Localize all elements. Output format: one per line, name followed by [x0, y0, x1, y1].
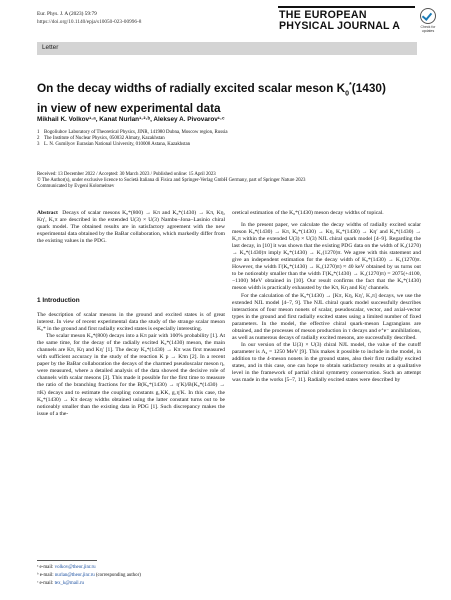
abstract-label: Abstract — [37, 210, 58, 216]
article-type-bar — [37, 42, 417, 55]
paragraph: In our version of the U(3) × U(3) chiral NJL model, the value of the cutoff parameter is Λ₄ = 1250 MeV [9]. This makes it possible to include in the model, in addition to the 4-meson nonets in the ground states, also their first radially excited states, and in this case, one can hope to obtain satisfactory results at a qualitative level in the framework of partial chiral symmetry conservation. Such an attempt was made in the works [5–7, 11]. Radially excited states were described by — [232, 341, 421, 384]
check-icon — [420, 8, 436, 24]
doi-link[interactable]: https://doi.org/10.1140/epja/s10050-023-00996-8 — [37, 19, 142, 25]
affiliation: 2 The Institute of Nuclear Physics, 050032 Almaty, Kazakhstan — [37, 136, 165, 141]
journal-citation: Eur. Phys. J. A (2023) 59:79 — [37, 11, 97, 17]
journal-name-line2: PHYSICAL JOURNAL A — [279, 20, 401, 32]
badge-label: Check for updates — [420, 25, 436, 33]
check-for-updates-badge[interactable] — [418, 8, 438, 34]
paragraph: The description of scalar mesons in the ground and excited states is of great interest. In view of recent experimental data the study of the strange scalar meson K₀* in the ground and first radially excited states is especially interesting. — [37, 312, 225, 333]
email-link[interactable]: nurlan@theor.jinr.ru — [54, 573, 95, 578]
paragraph: The scalar meson K₀*(800) decays into a Kπ pair with 100% probability [1]. At the same time, for the decay of the radially excited K₀*(1430) meson, the main channels are Kπ, Kη and Kη′ [1]. The decay K₀*(1430) → Kπ was first measured with sufficient accuracy in the study of the reaction K p → Kπn [2]. In a recent paper by the BaBar collaboration the decays of the charmed pseudoscalar meson η꜀ were measured, where a detailed analysis of the data showed the decisive role of channels with scalar mesons [3]. This made it possible for the first time to measure the ratio of the branching fractions for the B(K₀*(1430) → η′K)/B(K₀*(1430) → πK) decays and to estimate the coupling constants g꜀KK, g꜀η′K. In this case, the K₀*(1430) → Kπ decay widths obtained using the latter constant turns out to be noticeably smaller than the existing data in PDG [1]. Such discrepancy makes the issue of a the- — [37, 333, 225, 417]
article-title: On the decay widths of radially excited scalar meson $K_0^*(1430)$ in view of new experimental data — [37, 80, 386, 116]
paragraph: oretical estimation of the K₀*(1430) meson decay widths of topical. — [232, 210, 384, 216]
section-title: 1 Introduction — [37, 297, 80, 304]
article-type: Letter — [42, 44, 59, 51]
affiliation: 3 L. N. Gumilyov Eurasian National University, 010008 Astana, Kazakhstan — [37, 142, 191, 147]
author-list: Mikhail K. Volkov¹·ᵃ, Kanat Nurlan¹·²·ᵇ, Aleksey A. Pivovarov¹·ᶜ — [37, 116, 225, 123]
affiliation: 1 Bogoliubov Laboratory of Theoretical Physics, JINR, 141980 Dubna, Moscow region, Russia — [37, 130, 228, 135]
footnote: ᵇ e-mail: nurlan@theor.jinr.ru (corresponding author) — [37, 573, 141, 578]
paragraph: For the calculation of the K₀*(1430) → [Kπ, Kη, Kη′, K₁π] decays, we use the extended NJL model [4–7, 9]. The NJL chiral quark model successfully describes interactions of four meson nonets of scalar, pseudoscalar, vector, and axial-vector types in the ground and first radially excited states using a limited number of fixed parameters. In the model, the effective chiral quark-meson Lagrangians are obtained, and the processes of meson production in τ decays and e⁺e⁻ annihilations, as well as numerous decays of radially excited mesons, are successfully described. — [232, 292, 421, 341]
paragraph: In the present paper, we calculate the decay widths of radially excited scalar meson K₀*(1430) → Kπ, K₀*(1430) → Kη, K₀*(1430) → Kη′ and K₀*(1430) → K₁π within the extended U(3) × U(3) NJL chiral quark model [4–9]. Regarding the last decay, in [10] it was shown that the existing PDG data on the width of K₁(1270) → K₀*(1430)π imply K₀*(1430) → K₁(1270)π. We agree with this statement and give an independent estimation for the decay width of K₀*(1430) → K₁(1270)π. However, the width Γ(K₀*(1430) → K₁(1270)π) ≈ 40 keV obtained by us turns out to be noticeably smaller than the width Γ(K₀*(1430) → K₁(1270)π) = 2075(+4100, −1100) MeV obtained in [10]. Our result confirms the fact that the K₀*(1430) meson width is practically exhausted by the Kπ, Kη and Kη′ channels. — [232, 222, 421, 292]
intro-text — [37, 312, 225, 418]
email-link[interactable]: volkov@theor.jinr.ru — [54, 565, 96, 570]
abstract-text: Decays of scalar mesons K₀*(800) → Kπ and K₀*(1430) → Kπ, Kη, Kη′, K₁π are described in the extended U(3) × U(3) Nambu–Jona–Lasinio chiral quark model. The obtained results are in satisfactory agreement with the new experimental data obtained by the BaBar collaboration, which markedly differ from the existing values in the PDG. — [37, 210, 226, 245]
abstract — [37, 210, 225, 245]
footnote-divider — [37, 560, 97, 561]
publication-dates: Received: 13 December 2022 / Accepted: 30 March 2023 / Published online: 15 April 2023 © The Author(s), under exclusive licence to Società Italiana di Fisica and Springer-Verlag GmbH Germany, part of Springer Nature 2023 Communicated by Evgeni Kolomeitsev — [37, 172, 306, 190]
footnote: ᶜ e-mail: tex_k@mail.ru — [37, 581, 84, 586]
email-link[interactable]: tex_k@mail.ru — [54, 581, 84, 586]
journal-logo — [278, 6, 415, 34]
right-column-text — [232, 210, 421, 384]
footnote: ᵃ e-mail: volkov@theor.jinr.ru — [37, 565, 96, 570]
journal-name-line1: THE EUROPEAN — [279, 9, 367, 21]
